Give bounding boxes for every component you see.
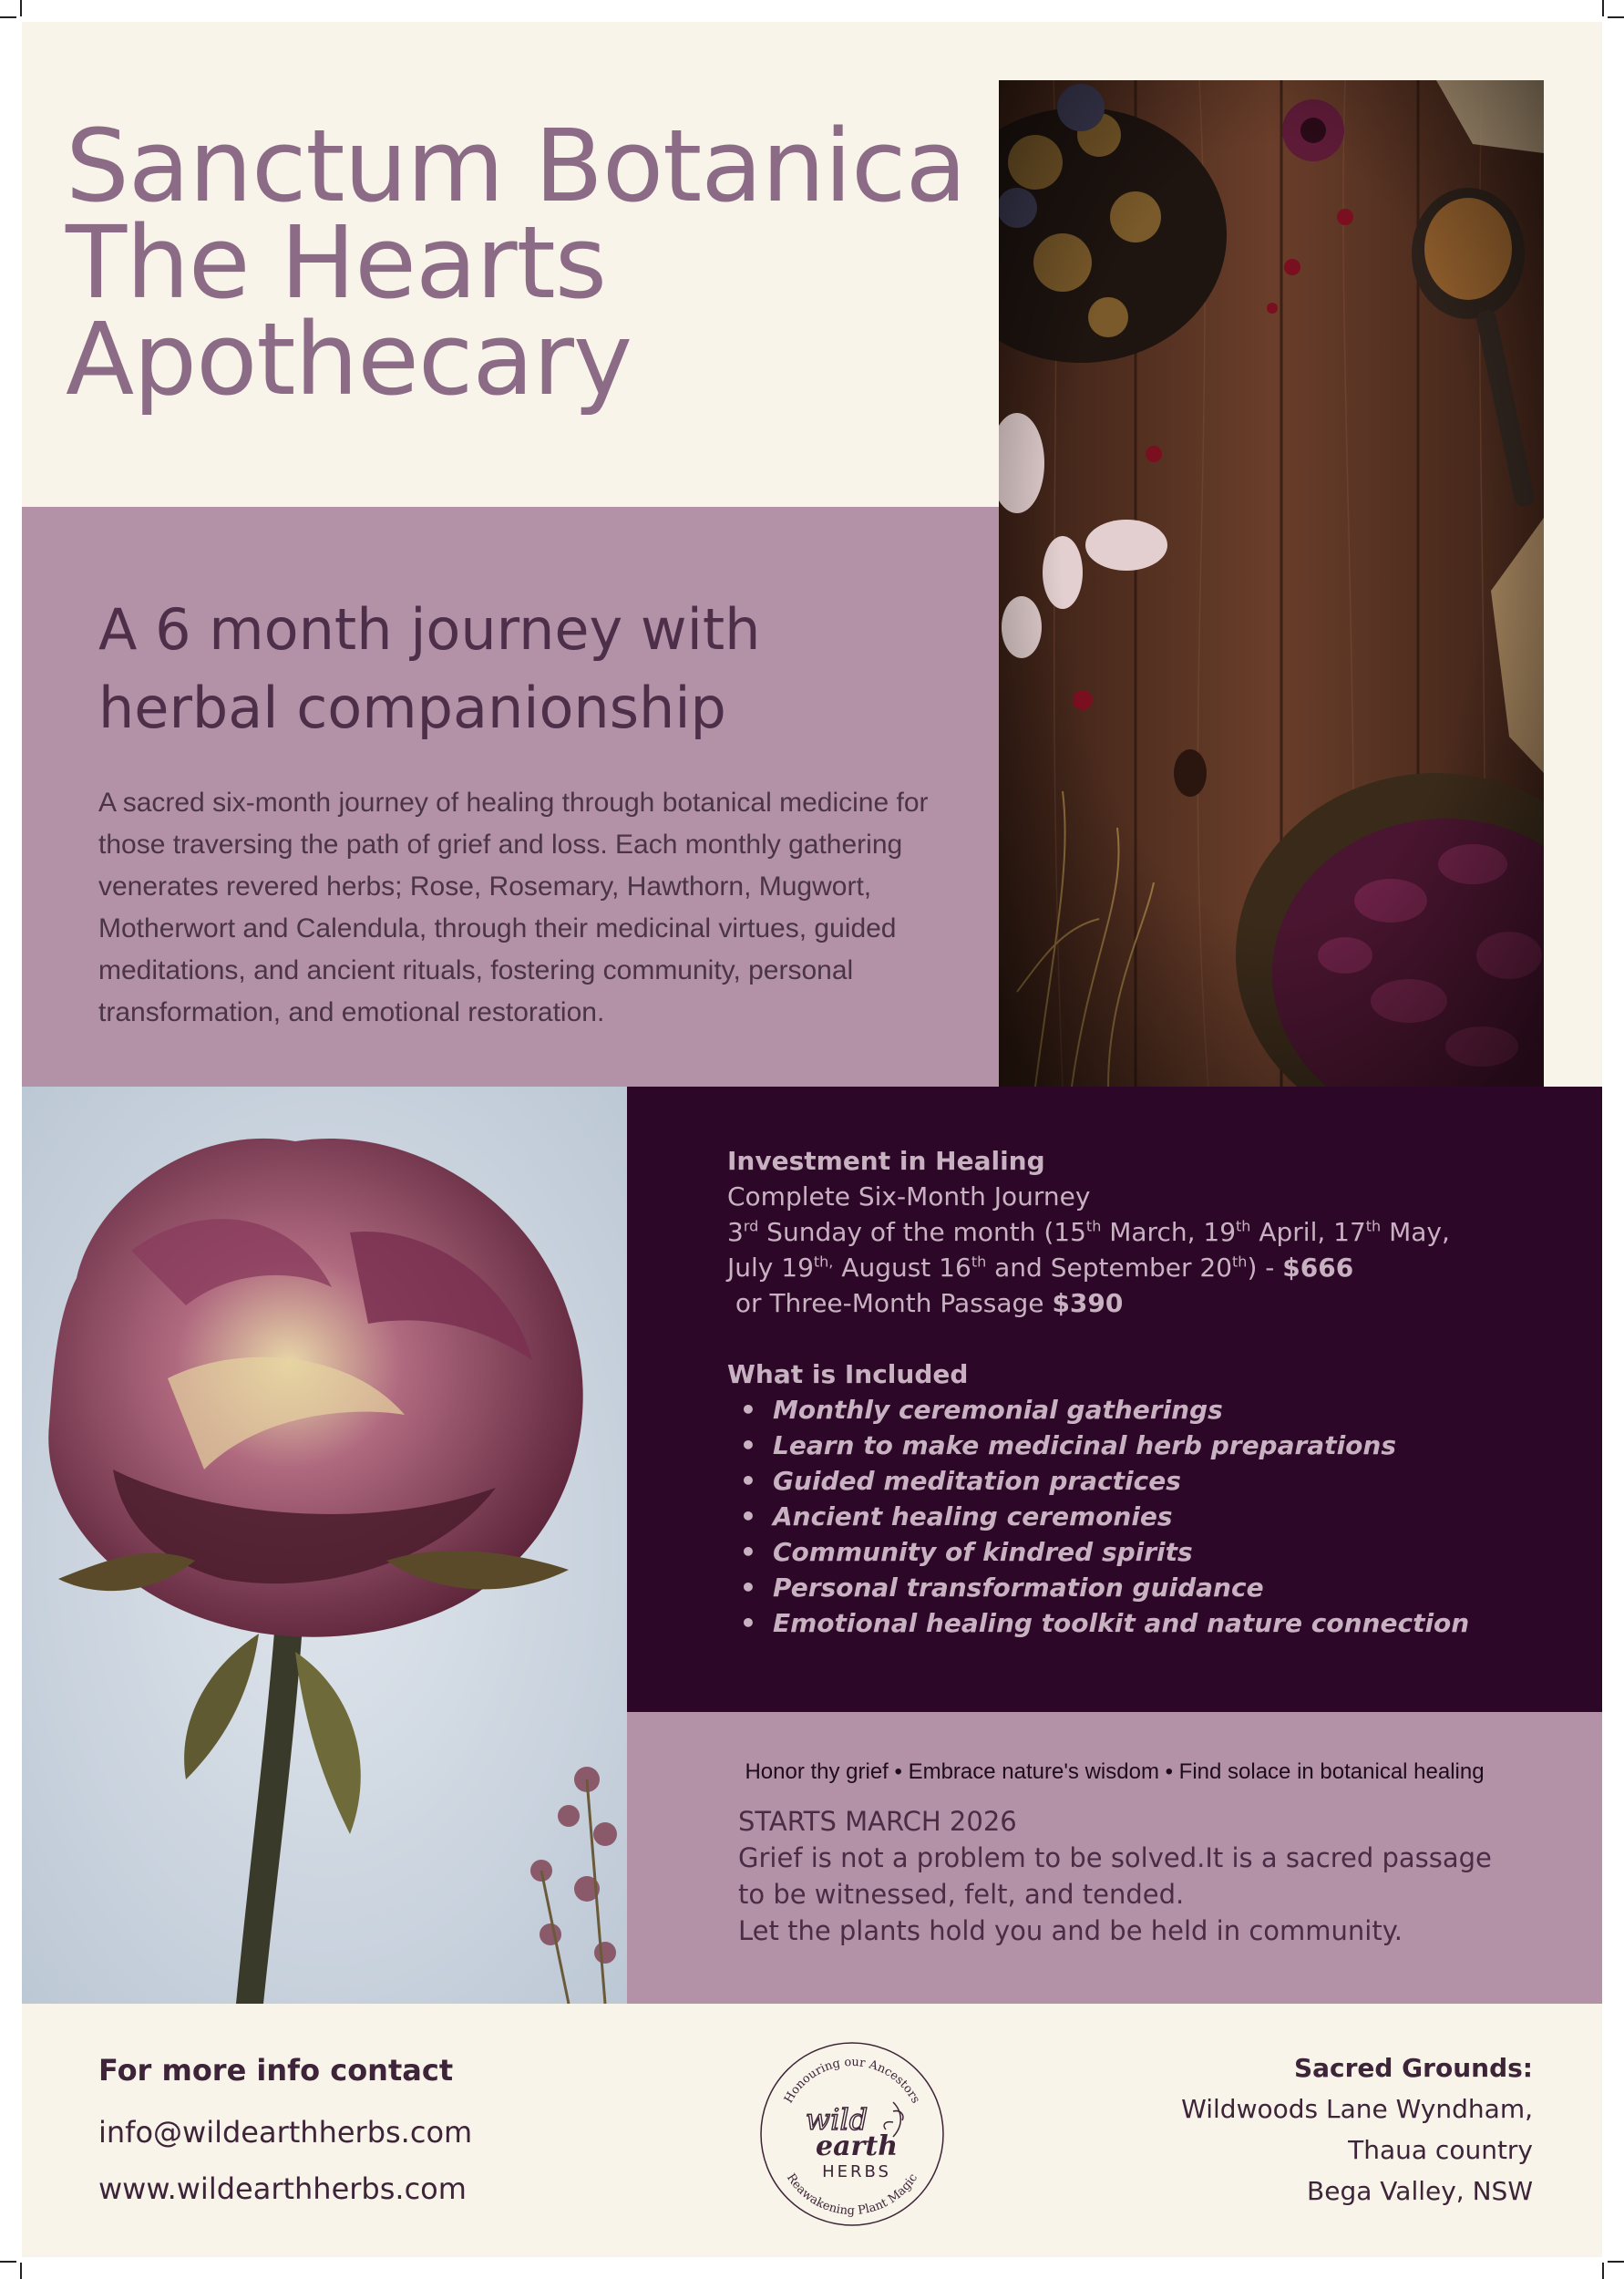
price-full: $666 <box>1282 1253 1354 1283</box>
text: ) - <box>1247 1253 1283 1283</box>
crop-mark <box>1602 0 1604 16</box>
crop-mark <box>1602 2263 1604 2279</box>
start-date: STARTS MARCH 2026 <box>738 1806 1017 1837</box>
intro-heading-line: herbal companionship <box>98 675 726 741</box>
website-link[interactable]: www.wildearthherbs.com <box>98 2171 467 2206</box>
crop-mark <box>20 0 22 16</box>
text: or Three-Month Passage <box>727 1288 1053 1318</box>
crop-mark <box>1608 16 1624 18</box>
text: 3 <box>727 1217 744 1247</box>
location-heading: Sacred Grounds: <box>1293 2053 1533 2083</box>
ordinal: th <box>1236 1217 1251 1235</box>
investment-heading: Investment in Healing <box>727 1146 1045 1176</box>
contact-block <box>98 2053 472 2217</box>
logo-word-herbs: HERBS <box>822 2162 891 2181</box>
text: March, 19 <box>1101 1217 1237 1247</box>
list-item: • Learn to make medicinal herb preparations <box>727 1428 1566 1463</box>
location-line: Bega Valley, NSW <box>1307 2176 1533 2206</box>
list-item: • Guided meditation practices <box>727 1463 1566 1499</box>
text: April, 17 <box>1250 1217 1366 1247</box>
list-item: • Ancient healing ceremonies <box>727 1499 1566 1534</box>
location-line: Thaua country <box>1348 2135 1533 2165</box>
wild-earth-herbs-logo <box>756 2038 948 2230</box>
investment-line: Complete Six-Month Journey <box>727 1181 1091 1212</box>
crop-mark <box>1608 2261 1624 2263</box>
list-item: • Monthly ceremonial gatherings <box>727 1392 1566 1428</box>
location-line: Wildwoods Lane Wyndham, <box>1181 2094 1533 2124</box>
investment-block <box>727 1143 1566 1641</box>
flyer-page <box>22 22 1602 2257</box>
ordinal: rd <box>743 1217 759 1235</box>
text: May, <box>1381 1217 1450 1247</box>
ordinal: th, <box>813 1253 834 1271</box>
wood-image <box>999 80 1544 1087</box>
intro-section <box>22 507 999 1087</box>
text: August 16 <box>833 1253 971 1283</box>
text: July 19 <box>727 1253 814 1283</box>
quote-line: Grief is not a problem to be solved.It is a sacred passage <box>738 1842 1492 1873</box>
intro-heading <box>98 591 919 748</box>
rose-image <box>22 1087 627 2004</box>
logo-arc-bottom-text: Reawakening Plant Magic <box>783 2171 921 2219</box>
ordinal: th <box>1232 1253 1248 1271</box>
crop-mark <box>0 16 16 18</box>
ordinal: th <box>971 1253 987 1271</box>
investment-dates-line <box>727 1214 1566 1250</box>
herbal-table-photo <box>999 80 1544 1087</box>
ordinal: th <box>1365 1217 1382 1235</box>
crop-mark <box>0 2261 16 2263</box>
logo-arc-top-text: Honouring our Ancestors <box>781 2055 923 2106</box>
title-line: Sanctum Botanica <box>66 108 966 224</box>
intro-paragraph: A sacred six-month journey of healing through botanical medicine for those traversing the path of grief and loss. Each monthly gathering venerates revered herbs; Rose, Rosemary, Hawthorn, Mugwort, Motherwort and Calendula, through their medicinal virtues, guided meditations, and ancient rituals, fostering community, personal transformation, and emotional restoration. <box>98 788 929 1027</box>
title-line: Apothecary <box>66 301 632 418</box>
logo-arc-top <box>782 2056 922 2106</box>
tagline: Honor thy grief • Embrace nature's wisdom • Find solace in botanical healing <box>745 1759 1485 1784</box>
logo-word-wild: wild <box>805 2102 869 2137</box>
location-block <box>1181 2047 1533 2212</box>
quote-body <box>738 1803 1558 1949</box>
crop-mark <box>20 2263 22 2279</box>
spacer <box>727 1321 1566 1356</box>
email-link[interactable]: info@wildearthherbs.com <box>98 2115 473 2150</box>
investment-dates-line <box>727 1250 1566 1285</box>
logo-word-earth: earth <box>816 2130 898 2162</box>
flyer-title <box>66 108 966 418</box>
dried-rose-photo <box>22 1087 627 2004</box>
intro-heading-line: A 6 month journey with <box>98 596 761 663</box>
list-item: • Personal transformation guidance <box>727 1570 1566 1605</box>
contact-heading: For more info contact <box>98 2053 454 2088</box>
list-item: • Community of kindred spirits <box>727 1534 1566 1570</box>
price-three-month: $390 <box>1052 1288 1124 1318</box>
text: and September 20 <box>986 1253 1233 1283</box>
quote-panel <box>627 1712 1602 2004</box>
quote-line: Let the plants hold you and be held in community. <box>738 1915 1403 1946</box>
investment-panel <box>627 1087 1602 1712</box>
included-heading: What is Included <box>727 1359 969 1389</box>
ordinal: th <box>1085 1217 1102 1235</box>
quote-line: to be witnessed, felt, and tended. <box>738 1879 1185 1910</box>
text: Sunday of the month (15 <box>758 1217 1086 1247</box>
title-line: The Hearts <box>66 204 607 321</box>
list-item: • Emotional healing toolkit and nature connection <box>727 1605 1566 1641</box>
investment-alt-line <box>727 1285 1566 1321</box>
included-list <box>727 1392 1566 1641</box>
